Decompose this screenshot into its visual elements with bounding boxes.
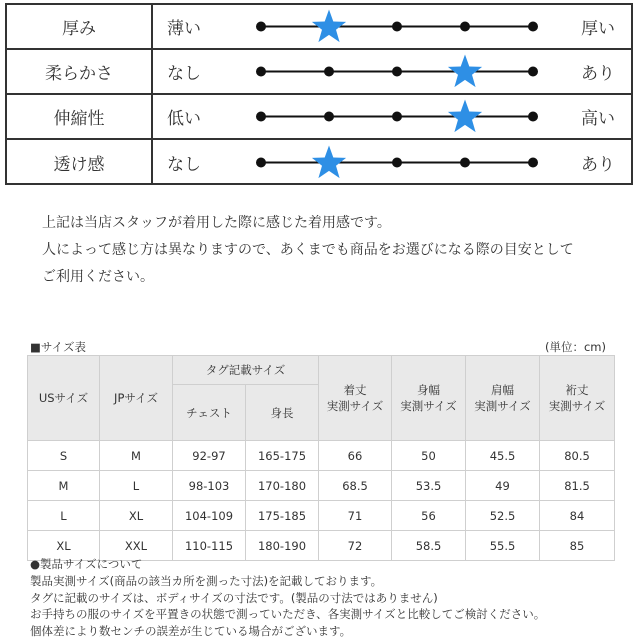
- size-table-caption: ■サイズ表: [30, 340, 86, 354]
- table-cell: M: [28, 471, 100, 501]
- footnote-line: タグに記載のサイズは、ボディサイズの寸法です。(製品の寸法ではありません): [30, 590, 438, 605]
- table-cell: 170-180: [246, 471, 319, 501]
- header-tag-size: タグ記載サイズ: [173, 356, 319, 385]
- feel-scale: [237, 140, 557, 185]
- feel-scale-dot: [392, 67, 402, 77]
- feel-scale-min-label: なし: [167, 155, 201, 175]
- table-cell: 84: [540, 501, 615, 531]
- feel-scale-dot: [256, 67, 266, 77]
- header-length: 着丈 実測サイズ: [319, 356, 392, 441]
- feel-scale-dot: [460, 158, 470, 168]
- feel-scale-dot: [392, 158, 402, 168]
- feel-scale-dot: [528, 158, 538, 168]
- table-cell: 66: [319, 441, 392, 471]
- table-cell: 52.5: [466, 501, 540, 531]
- note-line: 上記は当店スタッフが着用した際に感じた着用感です。: [42, 215, 391, 231]
- table-cell: 71: [319, 501, 392, 531]
- feel-scale-min-label: 薄い: [167, 19, 201, 39]
- table-cell: 49: [466, 471, 540, 501]
- table-cell: M: [100, 441, 173, 471]
- table-row: [28, 501, 615, 531]
- footnote-line: お手持ちの服のサイズを平置きの状態で測っていただき、各実測サイズと比較してご検討ください。: [30, 607, 546, 622]
- usage-note: [42, 210, 574, 291]
- table-cell: 55.5: [466, 531, 540, 561]
- feel-scale-min-label: なし: [167, 64, 201, 84]
- table-cell: XXL: [100, 531, 173, 561]
- feel-scale-dot: [528, 67, 538, 77]
- star-icon: [312, 10, 346, 43]
- header-shoulder: 肩幅 実測サイズ: [466, 356, 540, 441]
- table-cell: 110-115: [173, 531, 246, 561]
- footnote-line: 個体差により数センチの誤差が生じている場合がございます。: [30, 624, 352, 639]
- feel-scale-dot: [528, 22, 538, 32]
- table-cell: 72: [319, 531, 392, 561]
- feel-label: 柔らかさ: [7, 50, 153, 93]
- table-row: [28, 441, 615, 471]
- star-icon: [448, 55, 482, 88]
- table-cell: XL: [100, 501, 173, 531]
- header-us-size: USサイズ: [28, 356, 100, 441]
- note-line: ご利用ください。: [42, 269, 154, 285]
- table-cell: 53.5: [392, 471, 466, 501]
- feel-scale: [237, 50, 557, 95]
- feel-scale-dot: [256, 158, 266, 168]
- table-cell: 98-103: [173, 471, 246, 501]
- table-cell: 45.5: [466, 441, 540, 471]
- footnote-line: ●製品サイズについて: [30, 557, 143, 571]
- header-sleeve: 裄丈 実測サイズ: [540, 356, 615, 441]
- feel-scale-dot: [324, 67, 334, 77]
- table-cell: 56: [392, 501, 466, 531]
- feel-label: 透け感: [7, 140, 153, 185]
- star-icon: [312, 146, 346, 179]
- header-jp-size: JPサイズ: [100, 356, 173, 441]
- table-cell: 104-109: [173, 501, 246, 531]
- table-cell: 85: [540, 531, 615, 561]
- size-table-unit: (単位：cm): [545, 340, 606, 354]
- feel-scale-max-label: あり: [581, 64, 615, 84]
- feel-scale-dot: [460, 22, 470, 32]
- table-cell: 68.5: [319, 471, 392, 501]
- feel-scale: [237, 5, 557, 50]
- star-icon: [448, 100, 482, 133]
- header-chest: チェスト: [173, 385, 246, 441]
- feel-scale-min-label: 低い: [167, 109, 201, 129]
- feel-scale-dot: [324, 112, 334, 122]
- feel-label: 厚み: [7, 5, 153, 48]
- feel-scale-dot: [528, 112, 538, 122]
- size-table: [27, 355, 615, 561]
- table-cell: 80.5: [540, 441, 615, 471]
- table-cell: XL: [28, 531, 100, 561]
- feel-scale: [237, 95, 557, 140]
- table-cell: 50: [392, 441, 466, 471]
- size-footnotes: [30, 556, 545, 640]
- feel-scale-dot: [392, 22, 402, 32]
- header-height: 身長: [246, 385, 319, 441]
- note-line: 人によって感じ方は異なりますので、あくまでも商品をお選びになる際の目安として: [42, 242, 574, 258]
- feel-scale-max-label: あり: [581, 155, 615, 175]
- table-cell: 92-97: [173, 441, 246, 471]
- table-cell: 180-190: [246, 531, 319, 561]
- table-cell: 175-185: [246, 501, 319, 531]
- table-row: [28, 471, 615, 501]
- feel-row: [7, 5, 631, 50]
- table-cell: 81.5: [540, 471, 615, 501]
- feel-label: 伸縮性: [7, 95, 153, 138]
- table-cell: S: [28, 441, 100, 471]
- feel-row: [7, 140, 631, 185]
- feel-scale-max-label: 高い: [581, 109, 615, 129]
- feel-row: [7, 95, 631, 140]
- feel-scale-dot: [392, 112, 402, 122]
- table-cell: 165-175: [246, 441, 319, 471]
- header-width: 身幅 実測サイズ: [392, 356, 466, 441]
- feel-scale-dot: [256, 22, 266, 32]
- feel-table: [5, 3, 633, 185]
- table-cell: L: [100, 471, 173, 501]
- footnote-line: 製品実測サイズ(商品の該当カ所を測った寸法)を記載しております。: [30, 573, 383, 588]
- feel-row: [7, 50, 631, 95]
- table-cell: L: [28, 501, 100, 531]
- table-cell: 58.5: [392, 531, 466, 561]
- feel-scale-dot: [256, 112, 266, 122]
- feel-scale-max-label: 厚い: [581, 19, 615, 39]
